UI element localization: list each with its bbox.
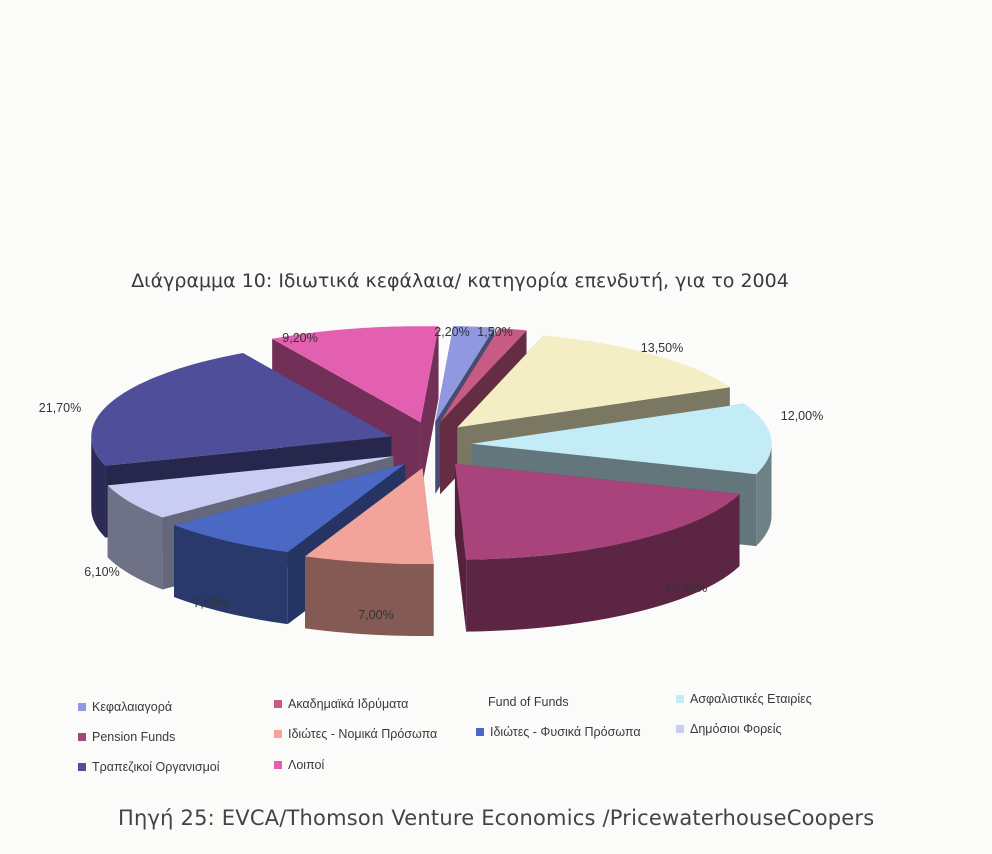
legend-swatch	[78, 703, 86, 711]
legend-label: Λοιποί	[288, 758, 325, 772]
legend-swatch	[274, 700, 282, 708]
data-label: 19,30%	[664, 581, 708, 595]
legend-item	[274, 697, 408, 711]
chart-title: Διάγραμμα 10: Ιδιωτικά κεφάλαια/ κατηγορία επενδυτή, για το 2004	[131, 270, 789, 292]
legend-swatch	[476, 728, 484, 736]
legend-label: Δημόσιοι Φορείς	[690, 722, 782, 736]
legend-item	[676, 692, 812, 706]
legend-label: Ιδιώτες - Νομικά Πρόσωπα	[288, 727, 438, 741]
data-label: 6,10%	[84, 565, 120, 579]
legend-label: Κεφαλαιαγορά	[92, 700, 173, 714]
legend-label: Ιδιώτες - Φυσικά Πρόσωπα	[490, 725, 641, 739]
data-label: 2,20%	[434, 325, 470, 339]
data-label: 9,20%	[282, 331, 318, 345]
legend-label: Ασφαλιστικές Εταιρίες	[690, 692, 812, 706]
legend-item	[274, 727, 437, 741]
legend-swatch	[676, 695, 684, 703]
legend-item	[78, 760, 220, 774]
legend-item	[676, 722, 782, 736]
data-label: 1,50%	[477, 325, 513, 339]
chart-legend	[76, 690, 856, 785]
legend-swatch	[274, 730, 282, 738]
legend-swatch	[274, 761, 282, 769]
legend-swatch	[676, 725, 684, 733]
legend-label: Τραπεζικοί Οργανισμοί	[92, 760, 220, 774]
legend-swatch	[78, 763, 86, 771]
data-label: 21,70%	[38, 401, 82, 415]
legend-swatch	[474, 698, 482, 706]
legend-item	[476, 725, 641, 739]
source-caption: Πηγή 25: EVCA/Thomson Venture Economics /PricewaterhouseCoopers	[118, 806, 875, 830]
legend-label: Ακαδημαϊκά Ιδρύματα	[288, 697, 409, 711]
data-label: 7,00%	[358, 608, 394, 622]
slice-wall	[305, 556, 434, 636]
legend-item	[78, 700, 172, 714]
data-label: 12,00%	[780, 409, 824, 423]
legend-label: Fund of Funds	[488, 695, 569, 709]
legend-label: Pension Funds	[92, 730, 176, 744]
legend-item	[78, 730, 175, 744]
data-label: 7,60%	[193, 596, 229, 610]
data-label: 13,50%	[640, 341, 684, 355]
legend-item	[274, 758, 324, 772]
legend-swatch	[78, 733, 86, 741]
legend-item	[474, 695, 569, 709]
